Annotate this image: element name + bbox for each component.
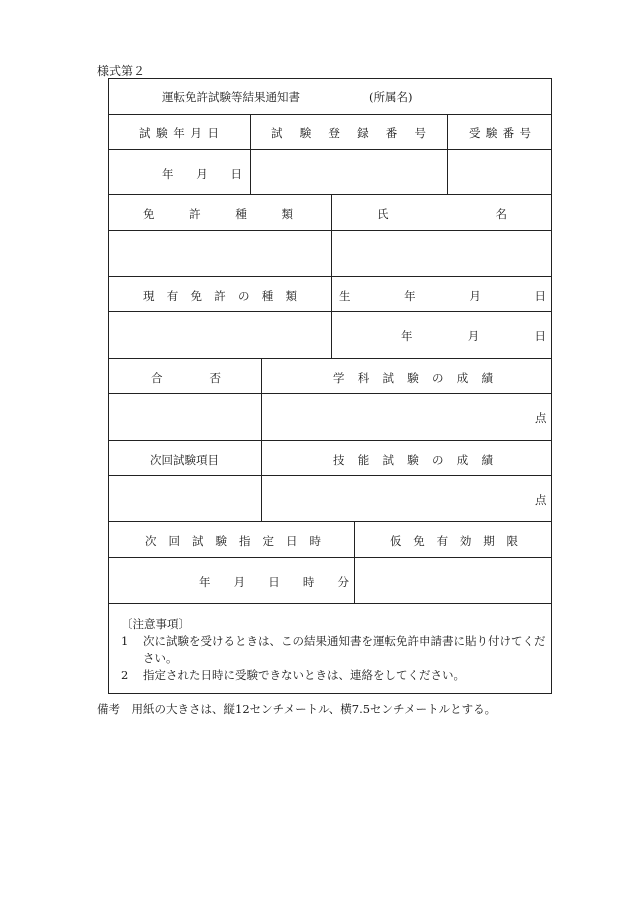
char: 種 [235,207,247,221]
char: 指 [239,534,251,548]
char: 試 [139,126,151,140]
char: 月 [469,289,481,303]
char: 登 [328,126,340,140]
affiliation-label: (所属名) [369,90,413,104]
birth-date-header [339,288,546,304]
char: 分 [337,575,349,589]
char: 否 [209,371,221,385]
divider [109,475,551,476]
char: 年 [404,289,416,303]
char: 許 [189,207,201,221]
divider [109,603,551,604]
license-type-header [143,206,293,222]
char: 回 [168,534,180,548]
written-score-unit: 点 [535,411,547,425]
divider [109,230,551,231]
next-exam-items-header: 次回試験項目 [150,453,219,467]
divider [109,194,551,195]
next-exam-date-header [145,533,321,549]
current-license-header [143,288,297,304]
char: 試 [192,534,204,548]
char: 成 [456,371,469,385]
char: 能 [357,453,370,467]
divider [109,358,551,359]
char: 験 [407,453,419,467]
char: 免 [190,289,202,303]
remark-paper-size: 備考 用紙の大きさは、縦12センチメートル、横7.5センチメートルとする。 [97,702,497,716]
char: 時 [302,575,315,589]
divider [109,276,551,277]
char: 番 [502,126,515,140]
char: 類 [281,207,293,221]
char: の [432,453,444,467]
char: 許 [214,289,226,303]
divider [109,311,551,312]
char: 番 [385,126,398,140]
divider [109,114,551,115]
char: 月 [233,575,246,589]
divider [447,114,448,194]
char: 効 [459,534,472,548]
char: 日 [207,126,219,140]
form-title: 運転免許試験等結果通知書 [162,90,300,104]
char: 日 [268,575,280,589]
note-number: 2 [121,668,129,682]
note-number: 1 [121,634,129,648]
char: 生 [339,289,351,303]
char: 定 [262,534,274,548]
skill-exam-score-header [333,452,493,468]
char: 号 [519,126,531,140]
char: 号 [414,126,426,140]
note-text: 次に試験を受けるときは、この結果通知書を運転免許申請書に貼り付けてください。 [143,634,546,665]
exam-date-header [139,125,219,141]
char: 試 [271,126,283,140]
char: 月 [467,329,480,343]
char: 日 [534,289,546,303]
char: 験 [299,126,312,140]
char: 験 [485,126,498,140]
result-notice-form [108,78,552,694]
char: 種 [261,289,274,303]
char: 日 [286,534,298,548]
char: 科 [357,371,370,385]
char: 録 [357,126,369,140]
char: 年 [173,126,185,140]
char: 期 [483,534,495,548]
char: 有 [436,534,449,548]
char: 類 [285,289,297,303]
char: 験 [407,371,419,385]
char: の [238,289,250,303]
char: 学 [333,371,345,385]
char: 年 [199,575,211,589]
name-header [377,206,507,222]
divider [109,521,551,522]
char: 免 [143,207,155,221]
note-item [121,667,551,684]
char: 仮 [390,534,402,548]
char: 合 [151,371,163,385]
char: 試 [382,371,394,385]
char: 年 [162,167,174,181]
char: 次 [145,534,157,548]
char: 績 [481,371,493,385]
divider [250,114,251,194]
char: 成 [456,453,469,467]
char: 績 [481,453,493,467]
divider [261,358,262,521]
form-number-label: 様式第２ [97,64,146,78]
char: 月 [196,167,208,181]
char: の [432,371,444,385]
applicant-number-header [469,125,531,141]
registration-number-header [271,125,426,141]
notes-section [121,616,551,684]
char: 現 [143,289,155,303]
divider [354,521,355,603]
char: 氏 [377,207,389,221]
char: 技 [333,453,345,467]
divider [109,393,551,394]
char: 年 [401,329,413,343]
birth-date-field [401,328,546,344]
char: 試 [382,453,394,467]
notes-heading: 〔注意事項〕 [121,617,190,631]
exam-date-field [162,166,242,182]
char: 有 [166,289,179,303]
divider [109,557,551,558]
char: 日 [230,167,242,181]
divider [109,440,551,441]
char: 名 [495,207,507,221]
char: 験 [156,126,168,140]
note-text: 指定された日時に受験できないときは、連絡をしてください。 [143,668,465,682]
char: 免 [413,534,425,548]
char: 限 [506,534,518,548]
char: 月 [190,126,202,140]
divider [331,194,332,358]
char: 日 [534,329,546,343]
next-exam-datetime-field [199,574,349,590]
char: 時 [309,534,321,548]
provisional-license-expiry-header [390,533,518,549]
written-exam-score-header [333,370,493,386]
skill-score-unit: 点 [535,493,547,507]
char: 受 [469,126,481,140]
divider [109,149,551,150]
pass-fail-header [151,370,221,386]
char: 験 [215,534,227,548]
note-item [121,633,551,667]
